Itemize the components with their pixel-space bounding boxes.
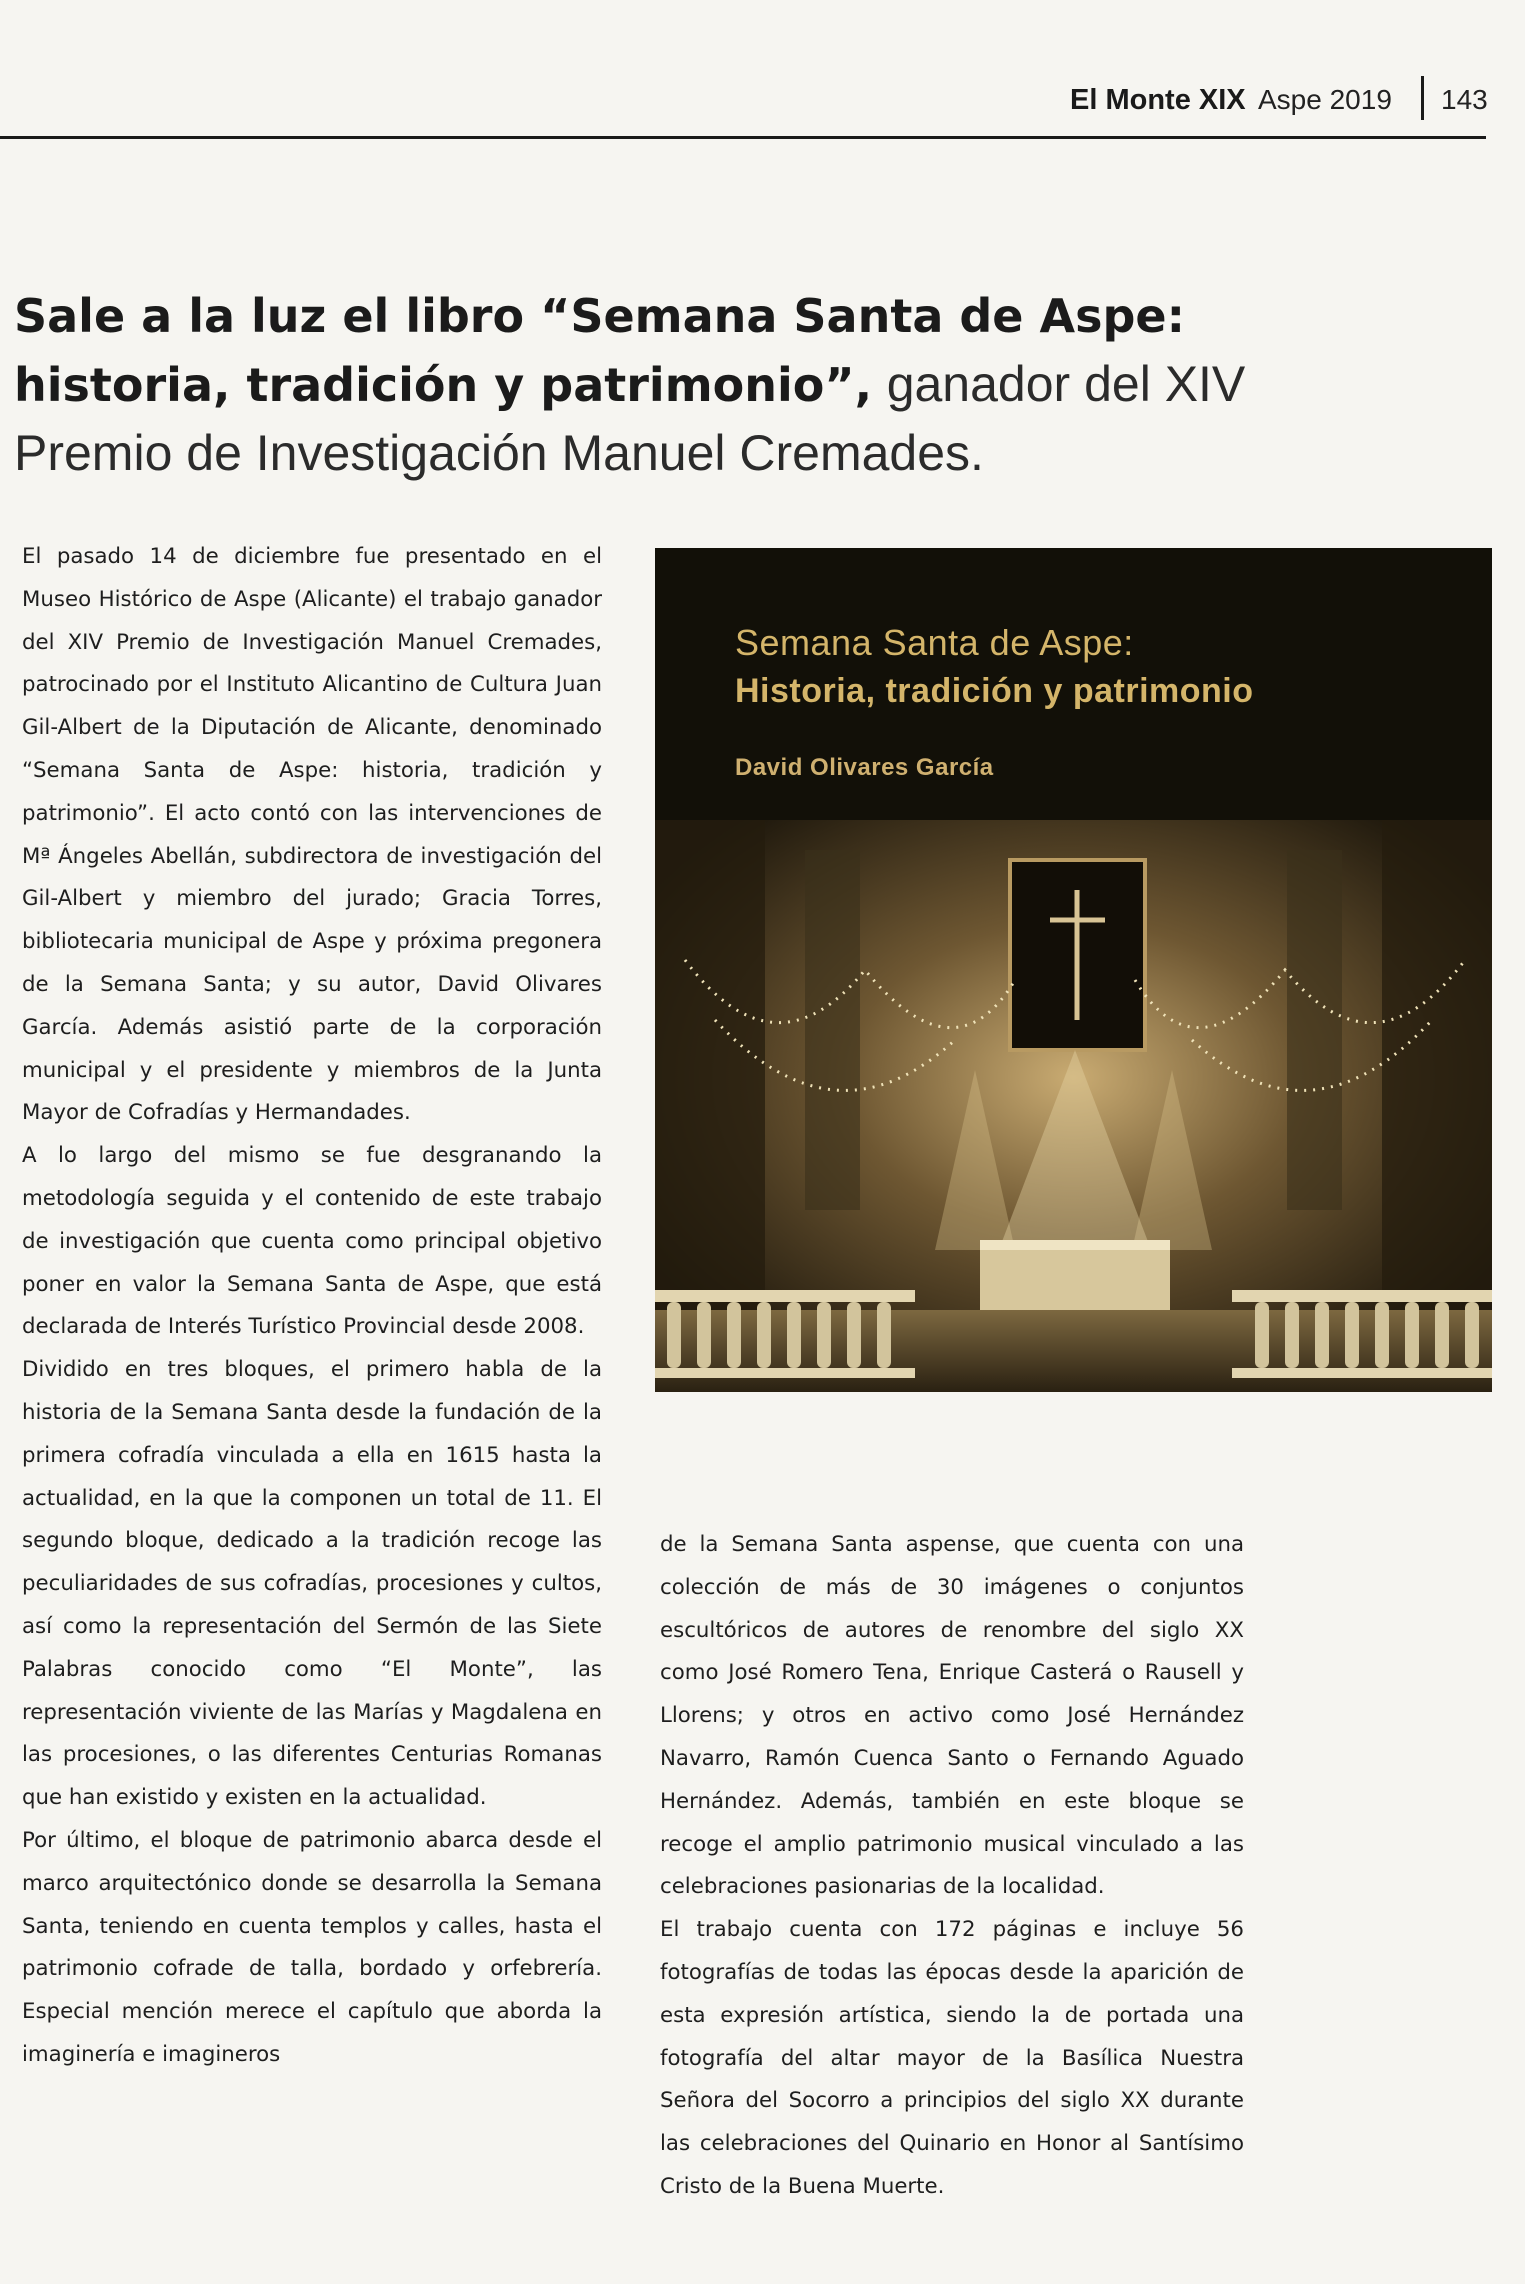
magazine-edition: Aspe 2019 <box>1258 84 1392 115</box>
book-cover-image <box>655 548 1492 1392</box>
article-column-right <box>660 1524 1244 2209</box>
article-column-left <box>22 536 602 2077</box>
body-paragraph-4-continued: de la Semana Santa aspense, que cuenta con una colección de más de 30 imágenes o conjuntos escultóricos de autores de renombre del siglo XX como José Romero Tena, Enrique Casterá o Rausell y Llorens; y otros en activo como José Hernández Navarro, Ramón Cuenca Santo o Fernando Aguado Hernández. Además, también en este bloque se recoge el amplio patrimonio musical vinculado a las celebraciones pasionarias de la localidad. <box>660 1532 1244 1900</box>
body-paragraph-2: A lo largo del mismo se fue desgranando la metodología seguida y el contenido de este trabajo de investigación que cuenta como principal objetivo poner en valor la Semana Santa de Aspe, que está declarada de Interés Turístico Provincial desde 2008. <box>22 1143 602 1340</box>
header-rule <box>0 136 1486 139</box>
article-headline <box>14 282 1314 488</box>
body-paragraph-4: Por último, el bloque de patrimonio abarca desde el marco arquitectónico donde se desarrolla la Semana Santa, teniendo en cuenta templos y calles, hasta el patrimonio cofrade de talla, bordado y orfebrería. Especial mención merece el capítulo que aborda la imaginería e imagineros <box>22 1827 602 2067</box>
body-paragraph-3: Dividido en tres bloques, el primero habla de la historia de la Semana Santa desde la fundación de la primera cofradía vinculada a ella en 1615 hasta la actualidad, en la que la componen un total de 11. El segundo bloque, dedicado a la tradición recoge las peculiaridades de sus cofradías, procesiones y cultos, así como la representación del Sermón de las Siete Palabras conocido como “El Monte”, las representación viviente de las Marías y Magdalena en las procesiones, o las diferentes Centurias Romanas que han existido y existen en la actualidad. <box>22 1357 602 1811</box>
book-cover-title-line2: Historia, tradición y patrimonio <box>735 672 1254 710</box>
book-cover-title-line1: Semana Santa de Aspe: <box>735 622 1134 663</box>
magazine-title: El Monte XIX <box>1070 84 1246 116</box>
altar-photo <box>655 820 1492 1392</box>
headline-light-part: ganador del XIV Premio de Investigación Manuel Cremades. <box>14 356 1246 481</box>
body-paragraph-5: El trabajo cuenta con 172 páginas e incluye 56 fotografías de todas las épocas desde la aparición de esta expresión artística, siendo la de portada una fotografía del altar mayor de la Basílica Nuestra Señora del Socorro a principios del siglo XX durante las celebraciones del Quinario en Honor al Santísimo Cristo de la Buena Muerte. <box>660 1917 1244 2199</box>
body-paragraph-1: El pasado 14 de diciembre fue presentado en el Museo Histórico de Aspe (Alicante) el trabajo ganador del XIV Premio de Investigación Manuel Cremades, patrocinado por el Instituto Alicantino de Cultura Juan Gil-Albert de la Diputación de Alicante, denominado “Semana Santa de Aspe: historia, tradición y patrimonio”. El acto contó con las intervenciones de Mª Ángeles Abellán, subdirectora de investigación del Gil-Albert y miembro del jurado; Gracia Torres, bibliotecaria municipal de Aspe y próxima pregonera de la Semana Santa; y su autor, David Olivares García. Además asistió parte de la corporación municipal y el presidente y miembros de la Junta Mayor de Cofradías y Hermandades. <box>22 544 602 1126</box>
headline-bold-part: Sale a la luz el libro “Semana Santa de Aspe: historia, tradición y patrimonio”, <box>14 289 1186 412</box>
header-divider <box>1421 76 1424 120</box>
page-number: 143 <box>1441 84 1488 115</box>
book-cover-author: David Olivares García <box>735 754 994 781</box>
